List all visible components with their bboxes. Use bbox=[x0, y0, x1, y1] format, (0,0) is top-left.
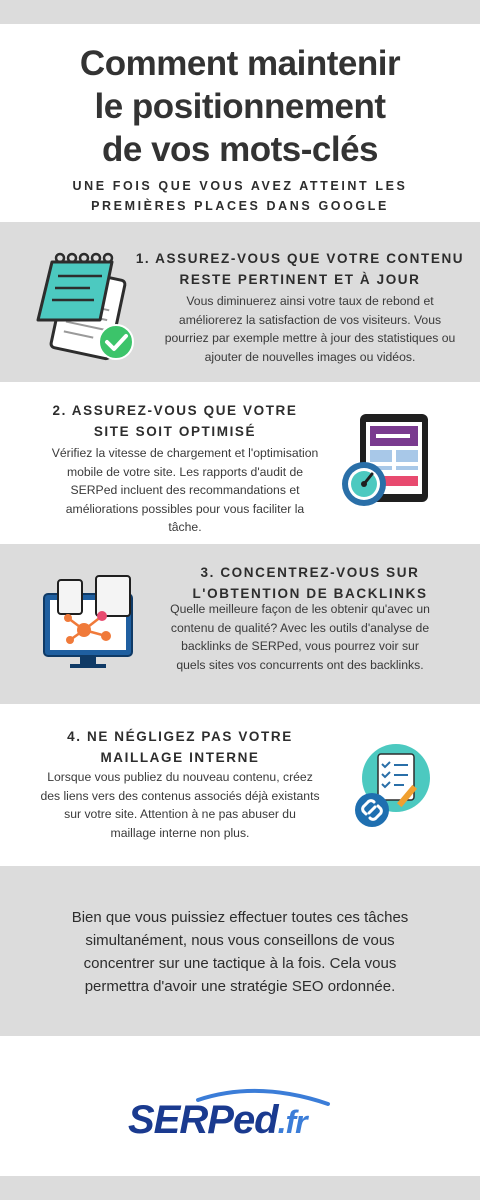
top-band bbox=[0, 0, 480, 24]
heading-line: 3. CONCENTREZ-VOUS SUR bbox=[200, 565, 420, 580]
heading-line: L'OBTENTION DE BACKLINKS bbox=[192, 586, 428, 601]
heading-line: SITE SOIT OPTIMISÉ bbox=[93, 424, 257, 439]
section-body: Quelle meilleure façon de les obtenir qu'avec un contenu de qualité? Avec les outils d'analyse de backlinks de SERPed, vous pourrez voir sur quels sites vos concurrents ont des backlinks. bbox=[170, 602, 430, 672]
section-body: Vérifiez la vitesse de chargement et l'optimisation mobile de votre site. Les rapports d'audit de SERPed incluent des recommandations et améliorations possibles pour vous faciliter la tâche. bbox=[51, 446, 319, 534]
logo-fr: .fr bbox=[277, 1104, 307, 1140]
serped-logo[interactable] bbox=[128, 1086, 358, 1146]
bottom-band bbox=[0, 1176, 480, 1200]
page-title bbox=[40, 42, 440, 171]
conclusion-band bbox=[0, 866, 480, 1036]
logo-ed: ed bbox=[232, 1098, 278, 1142]
monitor-network-icon bbox=[40, 574, 150, 674]
logo-area bbox=[0, 1036, 480, 1176]
section-site-optimization bbox=[0, 382, 480, 544]
checklist-link-icon bbox=[352, 738, 432, 838]
heading-line: 2. ASSUREZ-VOUS QUE VOTRE bbox=[52, 403, 298, 418]
section-backlinks bbox=[0, 544, 480, 704]
section-body: Vous diminuerez ainsi votre taux de rebond et améliorerez la satisfaction de vos visiteurs. Vous pourriez par exemple mettre à jour des statistiques ou ajouter de nouvelles images ou vidéos. bbox=[164, 294, 456, 364]
logo-text bbox=[128, 1098, 307, 1143]
logo-serp: SERP bbox=[128, 1098, 233, 1142]
subtitle bbox=[40, 176, 440, 216]
heading-line: 1. ASSUREZ-VOUS QUE VOTRE CONTENU bbox=[135, 251, 465, 266]
section-heading bbox=[130, 248, 470, 290]
subtitle-line: UNE FOIS QUE VOUS AVEZ ATTEINT LES bbox=[72, 179, 408, 193]
title-line: Comment maintenir bbox=[79, 44, 401, 83]
heading-line: 4. NE NÉGLIGEZ PAS VOTRE bbox=[67, 729, 293, 744]
title-area bbox=[0, 24, 480, 222]
section-content-update bbox=[0, 222, 480, 382]
heading-line: RESTE PERTINENT ET À JOUR bbox=[179, 272, 421, 287]
section-body: Lorsque vous publiez du nouveau contenu, créez des liens vers des contenus associés déjà existants sur votre site. Attention à ne pas abuser du maillage interne non plus. bbox=[40, 770, 320, 840]
notepad-check-icon bbox=[28, 246, 140, 366]
section-heading bbox=[160, 562, 460, 604]
tablet-speedometer-icon bbox=[340, 412, 436, 512]
section-heading bbox=[40, 726, 320, 768]
conclusion-text: Bien que vous puissiez effectuer toutes ces tâches simultanément, nous vous conseillons de vous concentrer sur une tactique à la fois. Cela vous permettra d'avoir une stratégie SEO ordonnée. bbox=[71, 909, 409, 995]
title-line: le positionnement bbox=[94, 87, 386, 126]
subtitle-line: PREMIÈRES PLACES DANS GOOGLE bbox=[91, 199, 389, 213]
section-heading bbox=[30, 400, 320, 442]
section-internal-linking bbox=[0, 704, 480, 866]
heading-line: MAILLAGE INTERNE bbox=[100, 750, 260, 765]
title-line: de vos mots-clés bbox=[102, 130, 378, 169]
